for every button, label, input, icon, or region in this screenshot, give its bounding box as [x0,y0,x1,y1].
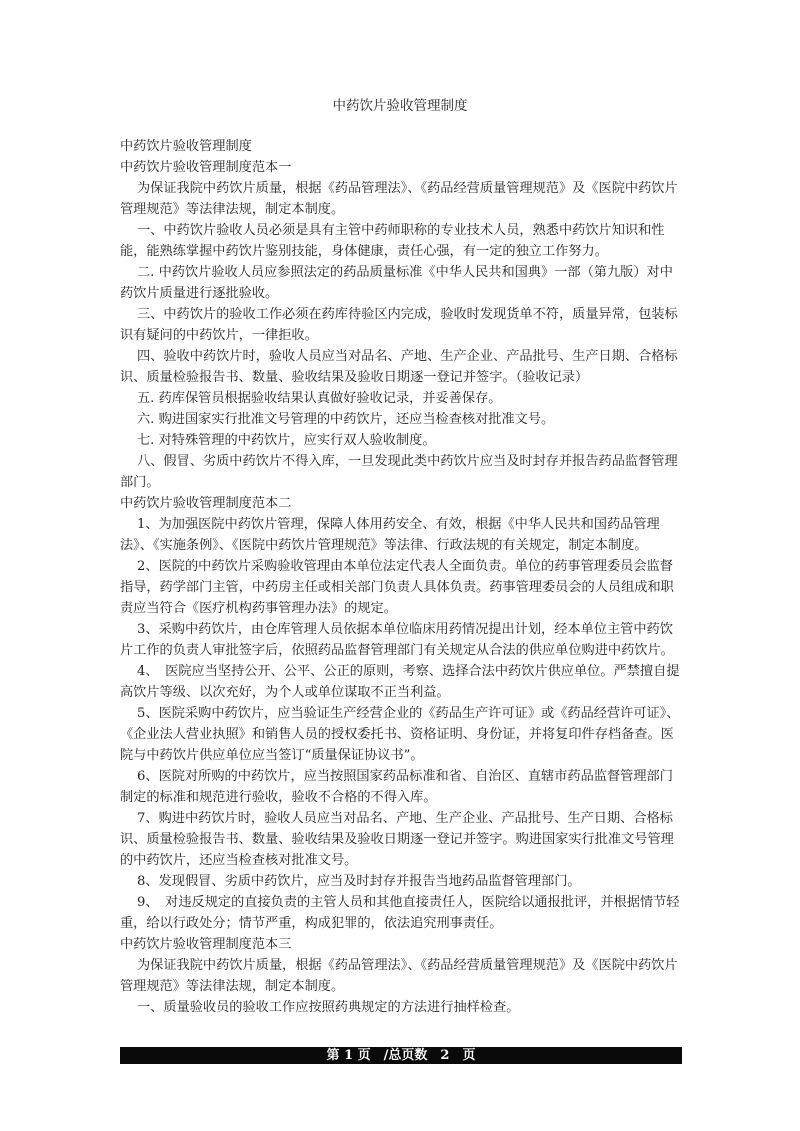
body-paragraph: 三、中药饮片的验收工作必须在药库待验区内完成，验收时发现货单不符，质量异常，包装标识有疑问的中药饮片，一律拒收。 [120,307,678,343]
body-paragraph: 五. 药库保管员根据验收结果认真做好验收记录，并妥善保存。 [137,391,502,406]
body-paragraph: 七. 对特殊管理的中药饮片，应实行双人验收制度。 [137,433,436,448]
body-paragraph: 4、 医院应当坚持公开、公平、公正的原则，考察、选择合法中药饮片供应单位。严禁擅自提高饮片等级、以次充好，为个人或单位谋取不正当利益。 [120,664,680,700]
section-heading: 中药饮片验收管理制度范本三 [120,937,292,952]
body-paragraph: 7、购进中药饮片时，验收人员应当对品名、产地、生产企业、产品批号、生产日期、合格标识、质量检验报告书、数量、验收结果及验收日期逐一登记并签字。购进国家实行批准文号管理的中药饮片，还应当检查核对批准文号。 [120,811,674,868]
body-paragraph: 3、采购中药饮片，由仓库管理人员依据本单位临床用药情况提出计划，经本单位主管中药饮片工作的负责人审批签字后，依照药品监督管理部门有关规定从合法的供应单位购进中药饮片。 [120,622,674,658]
page-footer: 第 1 页 /总页数 2 页 [120,1047,682,1064]
body-paragraph: 一、中药饮片验收人员必须是具有主管中药师职称的专业技术人员，熟悉中药饮片知识和性能，能熟练掌握中药饮片鉴别技能，身体健康，责任心强，有一定的独立工作努力。 [120,223,665,259]
body-paragraph: 6、医院对所购的中药饮片，应当按照国家药品标准和省、自治区、直辖市药品监督管理部门制定的标准和规范进行验收，验收不合格的不得入库。 [120,769,673,805]
section-heading: 中药饮片验收管理制度范本二 [120,496,292,511]
body-paragraph: 八、假冒、劣质中药饮片不得入库，一旦发现此类中药饮片应当及时封存并报告药品监督管理部门。 [120,454,678,490]
section-heading: 中药饮片验收管理制度 [120,139,252,154]
body-paragraph: 9、 对违反规定的直接负责的主管人员和其他直接责任人，医院给以通报批评，并根据情节轻重，给以行政处分；情节严重，构成犯罪的，依法追究刑事责任。 [120,895,680,931]
body-paragraph: 六. 购进国家实行批准文号管理的中药饮片，还应当检查核对批准文号。 [137,412,555,427]
body-paragraph: 二. 中药饮片验收人员应参照法定的药品质量标准《中华人民共和国典》一部（第九版）对中药饮片质量进行逐批验收。 [120,265,673,301]
document-title: 中药饮片验收管理制度 [332,98,468,114]
body-paragraph: 1、为加强医院中药饮片管理，保障人体用药安全、有效，根据《中华人民共和国药品管理法》、《实施条例》、《医院中药饮片管理规范》等法律、行政法规的有关规定，制定本制度。 [120,517,660,553]
body-paragraph: 8、发现假冒、劣质中药饮片，应当及时封存并报告当地药品监督管理部门。 [137,874,581,889]
body-paragraph: 2、医院的中药饮片采购验收管理由本单位法定代表人全面负责。单位的药事管理委员会监督指导，药学部门主管，中药房主任或相关部门负责人具体负责。药事管理委员会的人员组成和职责应当符合《医疗机构药事管理办法》的规定。 [120,559,674,616]
body-paragraph: 为保证我院中药饮片质量，根据《药品管理法》、《药品经营质量管理规范》及《医院中药饮片管理规范》等法律法规，制定本制度。 [120,958,678,994]
section-heading: 中药饮片验收管理制度范本一 [120,160,292,175]
document-body [120,136,682,1018]
body-paragraph: 一、质量验收员的验收工作应按照药典规定的方法进行抽样检查。 [137,1000,520,1015]
body-paragraph: 四、验收中药饮片时，验收人员应当对品名、产地、生产企业、产品批号、生产日期、合格标识、质量检验报告书、数量、验收结果及验收日期逐一登记并签字。（验收记录） [120,349,678,385]
body-paragraph: 5、医院采购中药饮片，应当验证生产经营企业的《药品生产许可证》或《药品经营许可证》、《企业法人营业执照》和销售人员的授权委托书、资格证明、身份证，并将复印件存档备查。医院与中药饮片供应单位应当签订“质量保证协议书”。 [120,706,680,763]
body-paragraph: 为保证我院中药饮片质量，根据《药品管理法》、《药品经营质量管理规范》及《医院中药饮片管理规范》等法律法规，制定本制度。 [120,181,678,217]
